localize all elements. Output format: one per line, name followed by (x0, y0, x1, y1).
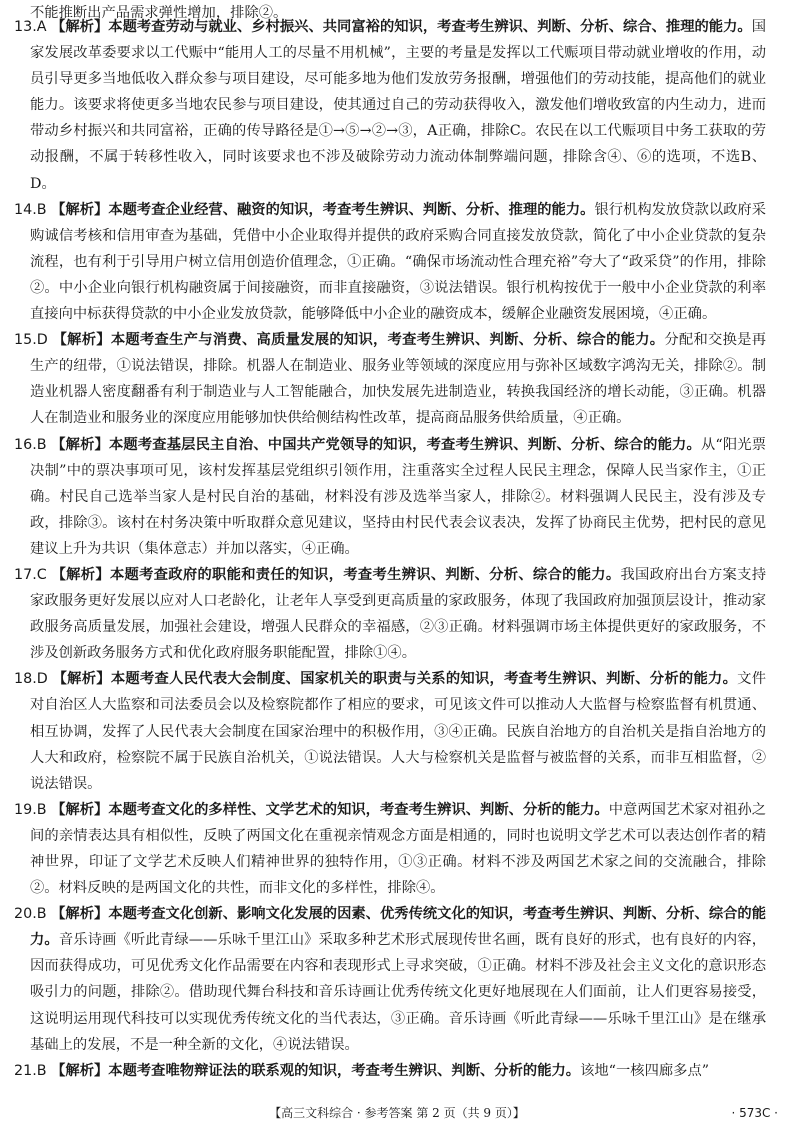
question-number: 18. (14, 671, 37, 688)
answer-letter: B (36, 906, 47, 923)
analysis-body: 我国政府出台方案支持家政服务更好发展以应对人口老龄化，让老年人享受到更高质量的家政服务，体现了我国政府加强顶层设计，推动家政服务高质量发展，加强社会建设，增强人民群众的幸福感，②③正确。材料强调市场主体提供更好的家政服务，不涉及创新政务服务方式和优化政府服务职能配置，排除①④。 (30, 566, 767, 662)
question-number: 17. (14, 566, 37, 583)
analysis-body: 银行机构发放贷款以政府采购诚信考核和信用审查为基础，凭借中小企业取得并提供的政府采购合同直接发放贷款，简化了中小企业贷款的复杂流程，也有利于引导用户树立信用创造价值理念，①正确。“确保市场流动性合理充裕”夸大了“政采贷”的作用，排除②。中小企业向银行机构融资属于间接融资，而非直接融资，③说法错误。银行机构按优于一般中小企业贷款的利率直接向中标获得贷款的中小企业发放贷款，能够降低中小企业的融资成本，缓解企业融资发展困境，④正确。 (30, 201, 767, 323)
explanation-item (14, 797, 766, 901)
question-number: 19. (14, 801, 37, 818)
answer-letter: B (36, 436, 47, 453)
analysis-body: 该地“一核四廊多点” (580, 1062, 710, 1079)
page-footer: 【高三文科综合 · 参考答案 第 2 页（共 9 页）】 (269, 1106, 525, 1120)
analysis-body: 国家发展改革委要求以工代赈中“能用人工的尽量不用机械”，主要的考量是发挥以工代赈项目带动就业增收的作用，动员引导更多当地低收入群众参与项目建设，尽可能多地为他们发放劳务报酬，增强他们的劳动技能，提高他们的就业能力。该要求将使更多当地农民参与项目建设，使其通过自己的劳动获得收入，激发他们增收致富的内生动力，进而带动乡村振兴和共同富裕，正确的传导路径是①→⑤→②→③，A正确，排除C。农民在以工代赈项目中务工获取的劳动报酬，不属于转移性收入，同时该要求也不涉及破除劳动力流动体制弊端问题，排除含④、⑥的选项，不选B、D。 (30, 19, 767, 192)
question-number: 13. (14, 19, 37, 35)
analysis-body: 文件对自治区人大监察和司法委员会以及检察院都作了相应的要求，可见该文件可以推动人大监督与检察监督有机贯通、相互协调，发挥了人民代表大会制度在国家治理中的积极作用，③④正确。民族自治地方的自治机关是指自治地方的人大和政府，检察院不属于民族自治机关，①说法错误。人大与检察机关是监督与被监督的关系，而非互相监督，②说法错误。 (30, 671, 767, 792)
explanation-item (14, 432, 766, 562)
analysis-tag: 【解析】 (51, 201, 109, 218)
analysis-lead: 本题考查生产与消费、高质量发展的知识，考查考生辨识、判断、分析、综合的能力。 (110, 332, 665, 349)
analysis-tag: 【解析】 (51, 1062, 109, 1079)
analysis-lead: 本题考查唯物辩证法的联系观的知识，考查考生辨识、判断、分析的能力。 (108, 1062, 581, 1079)
explanation-list (0, 14, 794, 1084)
paper-code: · 573C · (731, 1106, 778, 1120)
answer-letter: B (36, 801, 47, 818)
analysis-lead: 本题考查文化创新、影响文化发展的因素、优秀传统文化的知识，考查考生辨识、判断、分析、综合的能力。 (30, 906, 767, 949)
answer-letter: B (36, 201, 47, 218)
analysis-tag: 【解析】 (51, 906, 109, 923)
explanation-item (14, 327, 766, 431)
continued-text-line: 不能推断出产品需求弹性增加，排除②。 (30, 5, 288, 21)
analysis-tag: 【解析】 (51, 566, 110, 583)
question-number: 14. (14, 201, 37, 218)
answer-letter: D (36, 671, 48, 688)
explanation-item (14, 197, 766, 327)
question-number: 21. (14, 1062, 37, 1079)
analysis-lead: 本题考查人民代表大会制度、国家机关的职责与关系的知识，考查考生辨识、判断、分析的能力。 (110, 671, 738, 688)
answer-letter: C (36, 566, 47, 583)
answer-letter: B (36, 1062, 47, 1079)
analysis-lead: 本题考查企业经营、融资的知识，考查考生辨识、判断、分析、推理的能力。 (108, 201, 595, 218)
explanation-item (14, 562, 766, 666)
analysis-tag: 【解析】 (51, 19, 109, 35)
analysis-tag: 【解析】 (52, 671, 111, 688)
analysis-body: 中意两国艺术家对祖孙之间的亲情表达具有相似性，反映了两国文化在重视亲情观念方面是相通的，同时也说明文学艺术可以表达创作者的精神世界，印证了文学艺术反映人们精神世界的独特作用，①③正确。材料不涉及两国艺术家之间的交流融合，排除②。材料反映的是两国文化的共性，而非文化的多样性，排除④。 (30, 801, 767, 897)
analysis-tag: 【解析】 (51, 801, 109, 818)
analysis-body: 分配和交换是再生产的纽带，①说法错误，排除。机器人在制造业、服务业等领域的深度应用与弥补区域数字鸿沟无关，排除②。制造业机器人密度翻番有利于制造业与人工智能融合，加快发展先进制造业，转换我国经济的增长动能，③正确。机器人在制造业和服务业的深度应用能够加快供给侧结构性改革，提高商品服务供给质量，④正确。 (30, 332, 767, 427)
analysis-lead: 本题考查文化的多样性、文学艺术的知识，考查考生辨识、判断、分析的能力。 (108, 801, 609, 818)
analysis-lead: 本题考查政府的职能和责任的知识，考查考生辨识、判断、分析、综合的能力。 (109, 566, 621, 583)
question-number: 16. (14, 436, 37, 453)
analysis-body: 音乐诗画《听此青绿——乐咏千里江山》采取多种艺术形式展现传世名画，既有良好的形式，也有良好的内容，因而获得成功，可见优秀文化作品需要在内容和表现形式上寻求突破，①正确。材料不涉及社会主义文化的意识形态吸引力的问题，排除②。借助现代舞台科技和音乐诗画让优秀传统文化更好地展现在人们面前，让人们更容易接受，这说明运用现代科技可以实现优秀传统文化的当代表达，③正确。音乐诗画《听此青绿——乐咏千里江山》是在继承基础上的发展，不是一种全新的文化，④说法错误。 (30, 932, 766, 1053)
explanation-item (14, 1058, 766, 1084)
question-number: 15. (14, 332, 37, 349)
answer-letter: A (36, 19, 47, 35)
analysis-tag: 【解析】 (51, 436, 109, 453)
answer-letter: D (36, 332, 48, 349)
explanation-item (14, 901, 766, 1058)
analysis-tag: 【解析】 (52, 332, 111, 349)
explanation-item (14, 14, 766, 197)
analysis-body: 从“阳光票决制”中的票决事项可见，该村发挥基层党组织引领作用，注重落实全过程人民民主理念，保障人民当家作主，①正确。村民自己选举当家人是村民自治的基础，材料没有涉及选举当家人，排除②。材料强调人民民主，没有涉及专政，排除③。该村在村务决策中听取群众意见建议，坚持由村民代表会议表决，发挥了协商民主优势，把村民的意见建议上升为共识（集体意志）并加以落实，④正确。 (30, 436, 766, 557)
analysis-lead: 本题考查基层民主自治、中国共产党领导的知识，考查考生辨识、判断、分析、综合的能力。 (109, 436, 701, 453)
question-number: 20. (14, 906, 37, 923)
analysis-lead: 本题考查劳动与就业、乡村振兴、共同富裕的知识，考查考生辨识、判断、分析、综合、推理的能力。 (108, 19, 752, 35)
explanation-item (14, 666, 766, 796)
